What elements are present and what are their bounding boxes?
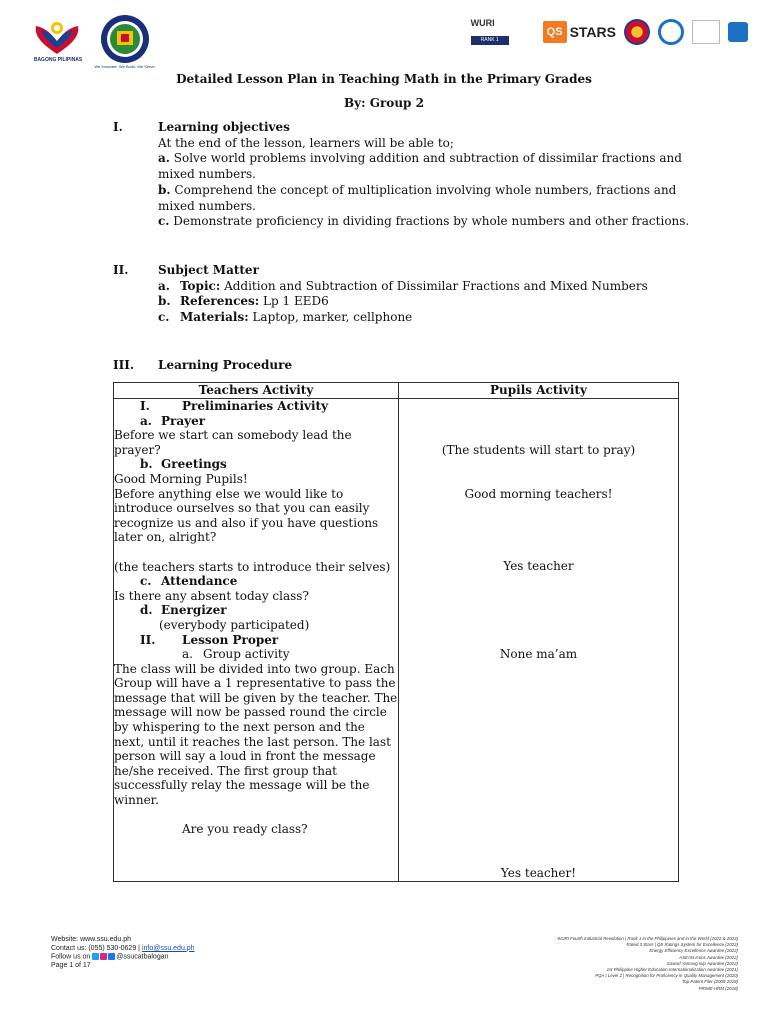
teacher-paragraph: The class will be divided into two group. Each Group will have a 1 representative to pass the message that will be given by the teacher. The message will now be passed round the circle by whispering to the next person and the next, until it reaches the last person. The last person will say a loud in front the message he/she received. The first group that successfully relay the message will be the winner. — [114, 661, 398, 808]
teacher-line: Is there any absent today class? — [114, 588, 309, 603]
bagong-pilipinas-logo — [28, 14, 86, 66]
facebook-icon[interactable] — [108, 953, 115, 960]
qs-stars-text: STARS — [569, 24, 616, 40]
award-line: WURI Fourth Industrial Revolution | Rank 1 in the Philippines and in the World (2022 & 2023) — [557, 936, 738, 941]
section-number: III. — [113, 358, 135, 372]
award-line: PRIME-HRM (2018) — [698, 985, 738, 991]
section-number: I. — [113, 120, 123, 134]
column-header-teachers: Teachers Activity — [114, 383, 399, 399]
wurj-badge — [471, 18, 535, 46]
pupil-response: Yes teacher — [503, 559, 574, 574]
socotec-icon — [658, 19, 684, 45]
wurj-text: WURI — [470, 18, 495, 28]
wurj-rank: RANK 1 — [471, 36, 509, 45]
footer-contact-line: Contact us: (055) 530-0629 | info@ssu.edu.ph — [51, 944, 195, 952]
section-number: II. — [113, 263, 129, 277]
teacher-line: Before we start can somebody lead the prayer? — [114, 428, 352, 457]
iso-badge-icon — [692, 20, 720, 44]
objective-item: a. Solve world problems involving addition and subtraction of dissimilar fractions and mixed numbers. — [158, 151, 682, 182]
qs-box: QS — [543, 21, 567, 43]
item-heading: a. Group activity — [182, 647, 290, 662]
qs-stars-badge — [543, 21, 616, 43]
section-subject-matter — [113, 263, 673, 343]
teacher-line: Good Morning Pupils! — [114, 471, 248, 486]
award-line: 1st Philippine Higher Education Internationalization Awardee (2021) — [606, 967, 738, 973]
award-line: Energy Efficiency Excellence Awardee (2022) — [649, 948, 738, 954]
award-line: Top Patent Filer (2009-2018) — [682, 979, 738, 985]
section-learning-objectives — [113, 120, 690, 250]
page-number: Page 1 of 17 — [51, 962, 91, 970]
item-heading: a. Prayer — [140, 413, 206, 428]
subject-item-materials: c. Materials: Laptop, marker, cellphone — [158, 310, 413, 325]
certification-icon — [728, 22, 748, 42]
website-link[interactable]: www.ssu.edu.ph — [80, 936, 132, 943]
subject-item-references: b. References: Lp 1 EED6 — [158, 294, 329, 309]
footer-follow: Follow us on @ssucatbalogan — [51, 953, 169, 961]
footer-contact — [51, 936, 195, 971]
pupil-response: Yes teacher! — [500, 866, 577, 881]
award-line: ASEAN Icons Awardee (2022) — [679, 954, 738, 960]
twitter-icon[interactable] — [92, 953, 99, 960]
item-heading: c. Attendance — [140, 574, 238, 589]
objective-item: c. Demonstrate proficiency in dividing fractions by whole numbers and other fractions. — [158, 214, 690, 229]
document-title: Detailed Lesson Plan in Teaching Math in the Primary Grades — [176, 72, 592, 86]
social-handle[interactable]: @ssucatbalogan — [116, 953, 169, 961]
email-link[interactable]: info@ssu.edu.ph — [141, 944, 195, 952]
subsection-heading: I. Preliminaries Activity — [140, 399, 329, 413]
pupil-response: (The students will start to pray) — [441, 443, 636, 457]
bagong-pilipinas-text: BAGONG PILIPINAS — [33, 57, 83, 63]
teacher-line: (everybody participated) — [159, 617, 310, 632]
pupil-response: None ma’am — [499, 646, 578, 661]
ssu-motto: We Innovate. We Build. We Serve. — [94, 64, 156, 69]
teacher-line: Before anything else we would like to introduce ourselves so that you can easily recognize us and also if you have questions later on, alright? — [114, 486, 379, 545]
instagram-icon[interactable] — [100, 953, 107, 960]
pupils-activity-cell — [399, 399, 679, 882]
letterhead — [0, 0, 768, 80]
section-heading: Learning Procedure — [158, 358, 293, 372]
award-badges — [471, 16, 748, 48]
teachers-activity-cell — [114, 399, 399, 882]
column-header-pupils: Pupils Activity — [399, 383, 679, 399]
footer-awards — [478, 936, 738, 992]
section-heading: Learning objectives — [158, 120, 290, 134]
lesson-procedure-table — [113, 382, 679, 882]
section-heading: Subject Matter — [158, 263, 259, 277]
award-line: Rated 3 Stars | QS Ratings System for Excellence (2022) — [626, 942, 738, 948]
subsection-heading: II. Lesson Proper — [140, 632, 279, 647]
objective-item: b. Comprehend the concept of multiplication involving whole numbers, fractions and mixed numbers. — [158, 182, 677, 213]
subject-item-topic: a. Topic: Addition and Subtraction of Dissimilar Fractions and Mixed Numbers — [158, 278, 648, 293]
item-heading: b. Greetings — [140, 457, 227, 472]
pupil-response: Good morning teachers! — [464, 486, 613, 501]
section-learning-procedure — [113, 358, 673, 374]
award-line: PQA | Level 2 | Recognition for Proficiency in Quality Management (2020) — [595, 973, 738, 979]
ssu-seal-logo — [95, 14, 155, 74]
footer-website: Website: www.ssu.edu.ph — [51, 936, 132, 943]
item-heading: d. Energizer — [140, 603, 227, 618]
teacher-line: Are you ready class? — [182, 822, 308, 837]
award-seal-icon — [624, 19, 650, 45]
award-line: Gawad Yamang Isip Awardee (2022) — [666, 960, 738, 966]
document-byline: By: Group 2 — [344, 96, 424, 110]
teacher-line: (the teachers starts to introduce their selves) — [114, 559, 391, 574]
objectives-intro: At the end of the lesson, learners will be able to; — [158, 135, 454, 150]
